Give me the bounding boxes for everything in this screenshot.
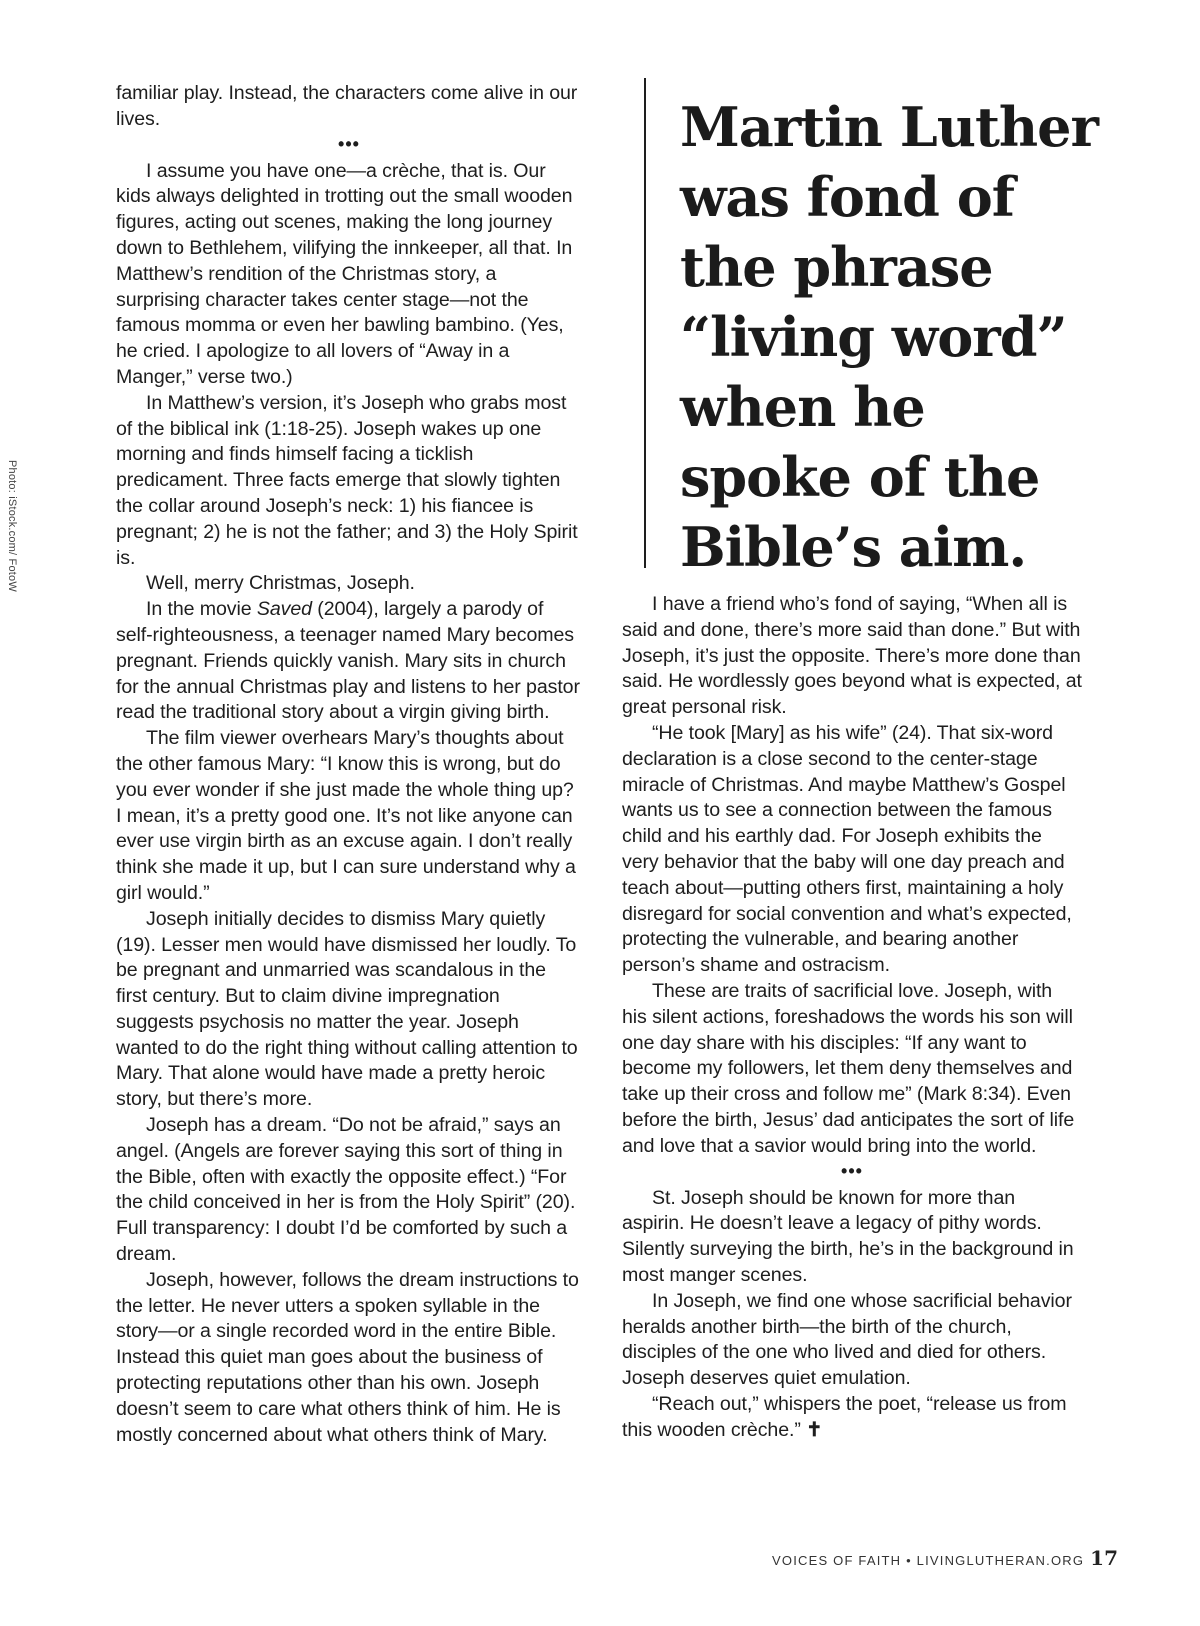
film-title: Saved [256,598,312,621]
paragraph: I assume you have one—a crèche, that is. Our kids always delighted in trotting out the small wooden figures, acting out scenes, making the long journey down to Bethlehem, vilifying the innkeeper, all that. In Matthew’s rendition of the Christmas story, a surprising character takes center stage—not the famous momma or even her bawling bambino. (Yes, he cried. I apologize to all lovers of “Away in a Manger,” verse two.) [116,159,573,388]
paragraph: Joseph, however, follows the dream instructions to the letter. He never utters a spoken syllable in the story—or a single recorded word in the entire Bible. Instead this quiet man goes about the business of protecting reputations other than his own. Joseph doesn’t seem to care what others think of him. He is mostly concerned about what others think of Mary. [116,1268,579,1446]
paragraph: “He took [Mary] as his wife” (24). That six-word declaration is a close second to the center-stage miracle of Christmas. And maybe Matthew’s Gospel wants us to see a connection between the famous child and his earthly dad. For Joseph exhibits the very behavior that the baby will one day preach and teach about—putting others first, maintaining a holy disregard for social convention and what’s expected, protecting the vulnerable, and bearing another person’s shame and ostracism. [622,721,1072,977]
paragraph: I have a friend who’s fond of saying, “When all is said and done, there’s more said than done.” But with Joseph, it’s just the opposite. There’s more done than said. He wordlessly goes beyond what is expected, at great personal risk. [622,593,1082,719]
text-run: In the movie [146,598,257,621]
paragraph: Well, merry Christmas, Joseph. [146,572,415,595]
text-run: (2004), largely a parody of self-righteousness, a teenager named Mary becomes pregnant. Friends quickly vanish. Mary sits in church for the annual Christmas play and listens to her pastor read the traditional story about a virgin giving birth. [116,598,580,724]
page-number: 17 [1090,1546,1118,1570]
paragraph: St. Joseph should be known for more than aspirin. He doesn’t leave a legacy of pithy words. Silently surveying the birth, he’s in the background in most manger scenes. [622,1186,1074,1286]
paragraph: These are traits of sacrificial love. Joseph, with his silent actions, foreshadows the words his son will one day share with his disciples: “If any want to become my followers, let them deny themselves and take up their cross and follow me” (Mark 8:34). Even before the birth, Jesus’ dad anticipates the sort of life and love that a savior would bring into the world. [622,979,1075,1157]
paragraph: In Joseph, we find one whose sacrificial behavior heralds another birth—the birth of the church, disciples of the one who lived and died for others. Joseph deserves quiet emulation. [622,1289,1072,1390]
page-footer [772,1546,1118,1570]
right-column [622,592,1082,1444]
photo-credit: Photo: iStock.com/ FotoW [6,460,18,592]
paragraph: familiar play. Instead, the characters come alive in our lives. [116,82,578,130]
pullquote-rule [644,78,646,568]
section-separator: ••• [338,133,360,154]
left-column [116,81,582,1448]
paragraph: In Matthew’s version, it’s Joseph who grabs most of the biblical ink (1:18-25). Joseph wakes up one morning and finds himself facing a ticklish predicament. Three facts emerge that slowly tighten the collar around Joseph’s neck: 1) his fiancee is pregnant; 2) he is not the father; and 3) the Holy Spirit is. [116,391,578,569]
paragraph: Joseph has a dream. “Do not be afraid,” says an angel. (Angels are forever saying this sort of thing in the Bible, often with exactly the opposite effect.) “For the child conceived in her is from the Holy Spirit” (20). Full transparency: I doubt I’d be comforted by such a dream. [116,1114,576,1266]
text-run: “Reach out,” whispers the poet, “release us from this wooden crèche.” [622,1392,1067,1441]
footer-text: VOICES OF FAITH • LIVINGLUTHERAN.ORG [772,1553,1085,1568]
section-separator: ••• [841,1160,863,1181]
pullquote: Martin Luther was fond of the phrase “living word” when he spoke of the Bible’s aim. [680,95,1098,579]
paragraph [116,597,582,726]
paragraph [622,1392,1082,1444]
paragraph: Joseph initially decides to dismiss Mary quietly (19). Lesser men would have dismissed her loudly. To be pregnant and unmarried was scandalous in the first century. But to claim divine impregnation suggests psychosis no matter the year. Joseph wanted to do the right thing without calling attention to Mary. That alone would have made a pretty heroic story, but there’s more. [116,907,578,1111]
paragraph: The film viewer overhears Mary’s thoughts about the other famous Mary: “I know this is wrong, but do you ever wonder if she just made the whole thing up? I mean, it’s a pretty good one. It’s not like anyone can ever use virgin birth as an excuse again. I don’t really think she made it up, but I can sure understand why a girl would.” [116,727,576,904]
cross-icon: ✝ [806,1418,823,1441]
